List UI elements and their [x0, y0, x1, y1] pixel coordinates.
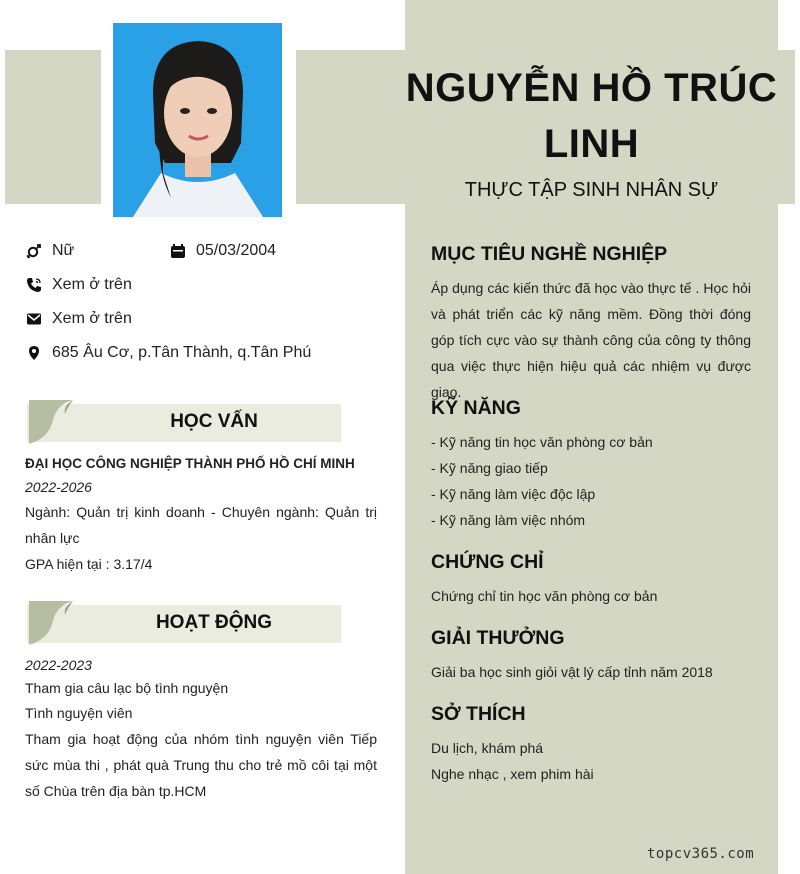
phone-icon: [25, 276, 43, 294]
skill-item: - Kỹ năng tin học văn phòng cơ bản: [431, 434, 653, 450]
objective-text: Áp dụng các kiến thức đã học vào thực tế . Học hỏi và phát triển các kỹ năng mềm. Đồng thời đóng góp tích cực vào sự thành công của công ty thông qua việc thực hiện hiệu quả các nhiệm vụ được giao.: [431, 280, 751, 400]
birthdate-value: 05/03/2004: [196, 242, 277, 259]
skill-item: - Kỹ năng làm việc nhóm: [431, 512, 586, 528]
header-band-right: [777, 50, 795, 204]
education-header: [27, 398, 341, 441]
candidate-name: [405, 60, 778, 172]
leaf-ornament-icon: [27, 398, 75, 446]
certificates-title: CHỨNG CHỈ: [431, 551, 544, 573]
education-period: 2022-2026: [25, 479, 92, 495]
watermark: topcv365.com: [647, 846, 755, 862]
job-title: THỰC TẬP SINH NHÂN SỰ: [464, 179, 719, 201]
header-band-middle: [296, 50, 406, 204]
header-band-left: [5, 50, 101, 204]
school-name: ĐẠI HỌC CÔNG NGHIỆP THÀNH PHỐ HỒ CHÍ MINH: [25, 456, 355, 471]
activities-period: 2022-2023: [25, 657, 92, 673]
education-title: HỌC VẤN: [170, 411, 258, 432]
phone-value: Xem ở trên: [52, 276, 132, 293]
gender-icon: [25, 242, 43, 260]
hobbies-title: SỞ THÍCH: [431, 703, 526, 725]
phone-row: [25, 276, 132, 294]
skills-title: KỸ NĂNG: [431, 397, 521, 419]
education-major: Ngành: Quản trị kinh doanh - Chuyên ngành: Quản trị nhân lực: [25, 504, 377, 546]
awards-title: GIẢI THƯỞNG: [431, 627, 565, 649]
email-value: Xem ở trên: [52, 310, 132, 327]
birthdate-row: [169, 242, 276, 260]
name-line-2: LINH: [543, 122, 640, 166]
address-row: [25, 344, 311, 362]
profile-photo: [113, 23, 282, 217]
activity-line-3: Tham gia hoạt động của nhóm tình nguyện viên Tiếp sức mùa thi , phát quà Trung thu cho trẻ mồ côi tại một số Chùa trên địa bàn tp.HCM: [25, 731, 377, 799]
gender-row: [25, 242, 74, 260]
skills-list: [431, 429, 751, 533]
activity-line-2: Tình nguyện viên: [25, 705, 133, 721]
objective-title: MỤC TIÊU NGHỀ NGHIỆP: [431, 243, 668, 265]
awards-text: Giải ba học sinh giỏi vật lý cấp tỉnh năm 2018: [431, 664, 713, 680]
gender-value: Nữ: [52, 242, 75, 259]
skill-item: - Kỹ năng làm việc độc lập: [431, 486, 596, 502]
hobby-line-2: Nghe nhạc , xem phim hài: [431, 766, 594, 782]
hobby-line-1: Du lịch, khám phá: [431, 740, 544, 756]
activity-line-1: Tham gia câu lạc bộ tình nguyện: [25, 680, 229, 696]
address-value: 685 Âu Cơ, p.Tân Thành, q.Tân Phú: [52, 344, 312, 361]
envelope-icon: [25, 310, 43, 328]
activities-title: HOẠT ĐỘNG: [155, 612, 273, 633]
activities-header: [27, 599, 341, 642]
education-gpa: GPA hiện tại : 3.17/4: [25, 556, 153, 572]
email-row: [25, 310, 132, 328]
skill-item: - Kỹ năng giao tiếp: [431, 460, 548, 476]
leaf-ornament-icon: [27, 599, 75, 647]
calendar-icon: [169, 242, 187, 260]
portrait-image: [113, 23, 282, 217]
name-line-1: NGUYỄN HỒ TRÚC: [405, 66, 778, 110]
map-pin-icon: [25, 344, 43, 362]
certificates-text: Chứng chỉ tin học văn phòng cơ bản: [431, 588, 658, 604]
